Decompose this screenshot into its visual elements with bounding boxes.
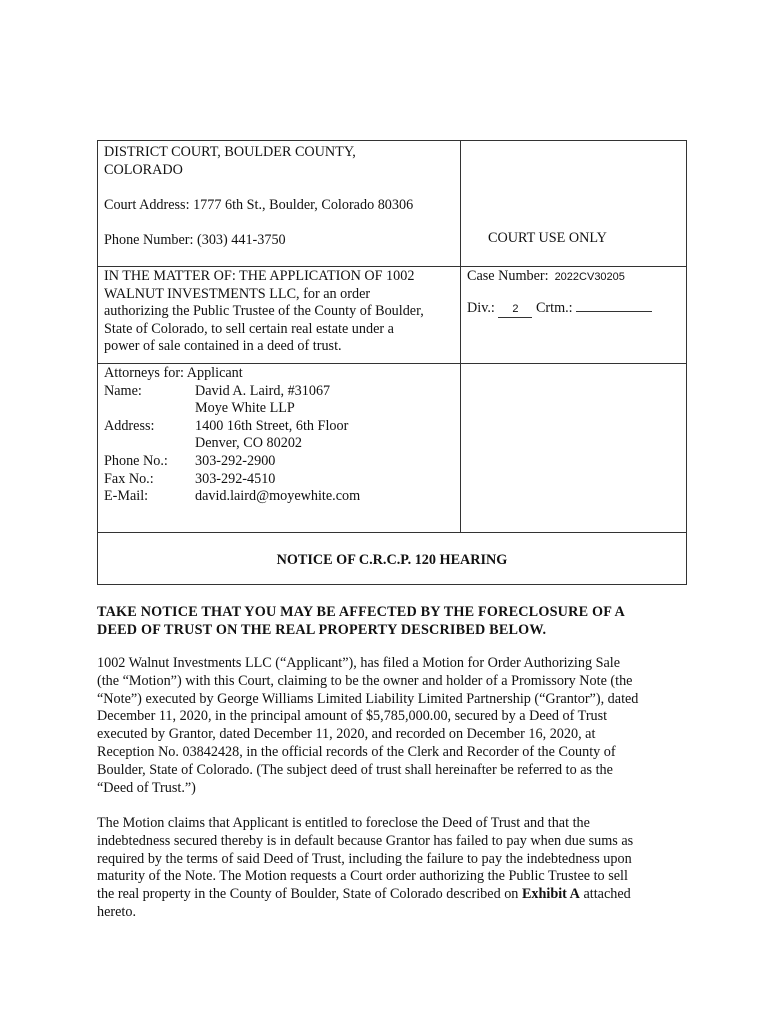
matter-line: IN THE MATTER OF: THE APPLICATION OF 1002	[104, 268, 415, 284]
paragraph-1	[97, 655, 687, 797]
attorney-value: Moye White LLP	[195, 400, 295, 417]
paragraph-line: maturity of the Note. The Motion requests a Court order authorizing the Public Trustee to sell	[97, 868, 628, 885]
div-crtm-row	[467, 297, 682, 318]
matter-line: power of sale contained in a deed of trust.	[104, 338, 342, 355]
attorney-label: Name:	[104, 382, 142, 399]
notice-heading-line: DEED OF TRUST ON THE REAL PROPERTY DESCRIBED BELOW.	[97, 621, 547, 638]
caption-divider-1	[98, 266, 686, 267]
attorney-label: Fax No.:	[104, 470, 154, 487]
attorney-row	[104, 453, 456, 471]
attorney-label: Phone No.:	[104, 452, 168, 469]
attorney-row	[104, 383, 456, 401]
attorney-cell	[104, 365, 456, 506]
notice-heading	[97, 604, 687, 640]
paragraph-line: Boulder, State of Colorado. (The subject deed of trust shall hereinafter be referred to as the	[97, 761, 613, 778]
div-value: 2	[498, 303, 532, 318]
attorney-value: 1400 16th Street, 6th Floor	[195, 417, 349, 434]
attorney-value: 303-292-2900	[195, 452, 276, 469]
crtm-label: Crtm.:	[535, 299, 573, 316]
attorneys-for: Attorneys for: Applicant	[104, 365, 243, 381]
paragraph-line: “Deed of Trust.”)	[97, 779, 196, 796]
attorney-value: 303-292-4510	[195, 470, 276, 487]
case-caption-table	[97, 140, 687, 585]
matter-line: WALNUT INVESTMENTS LLC, for an order	[104, 285, 371, 302]
court-info-cell	[104, 144, 456, 249]
paragraph-line: 1002 Walnut Investments LLC (“Applicant”), has filed a Motion for Order Authorizing Sale	[97, 655, 621, 671]
paragraph-line-text: the real property in the County of Boulder, State of Colorado described on	[97, 886, 522, 903]
matter-cell	[104, 268, 456, 356]
case-number-cell	[467, 268, 682, 318]
court-name-line-1: DISTRICT COURT, BOULDER COUNTY,	[104, 144, 356, 160]
attorney-row	[104, 471, 456, 489]
paragraph-2	[97, 815, 687, 922]
case-number-value: 2022CV30205	[554, 271, 625, 283]
paragraph-line: hereto.	[97, 903, 136, 920]
matter-line: State of Colorado, to sell certain real estate under a	[104, 320, 394, 337]
attorney-value: Denver, CO 80202	[195, 435, 303, 452]
exhibit-a-reference: Exhibit A	[521, 886, 580, 903]
court-use-only: COURT USE ONLY	[488, 230, 607, 246]
notice-heading-line: TAKE NOTICE THAT YOU MAY BE AFFECTED BY THE FORECLOSURE OF A	[97, 604, 625, 620]
paragraph-line: executed by Grantor, dated December 11, 2020, and recorded on December 16, 2020, at	[97, 726, 596, 743]
paragraph-line: (the “Motion”) with this Court, claiming to be the owner and holder of a Promissory Note (the	[97, 672, 633, 689]
crtm-blank	[576, 297, 652, 312]
caption-divider-2	[98, 363, 686, 364]
notice-title: NOTICE OF C.R.C.P. 120 HEARING	[276, 552, 508, 568]
paragraph-line: December 11, 2020, in the principal amount of $5,785,000.00, secured by a Deed of Trust	[97, 708, 608, 725]
paragraph-line: “Note”) executed by George Williams Limited Liability Limited Partnership (“Grantor”), dated	[97, 690, 639, 707]
paragraph-line	[97, 886, 687, 904]
case-number-row	[467, 268, 682, 287]
case-number-label: Case Number:	[467, 268, 549, 284]
court-name-line-2: COLORADO	[104, 161, 183, 178]
attorney-label: Address:	[104, 417, 155, 434]
attorney-label	[104, 400, 195, 418]
paragraph-line: The Motion claims that Applicant is entitled to foreclose the Deed of Trust and that the	[97, 815, 590, 831]
court-phone: Phone Number: (303) 441-3750	[104, 231, 286, 248]
court-address: Court Address: 1777 6th St., Boulder, Colorado 80306	[104, 197, 414, 214]
attorney-label	[104, 435, 195, 453]
paragraph-line: required by the terms of said Deed of Trust, including the failure to pay the indebtedness upon	[97, 850, 632, 867]
attorney-row	[104, 488, 456, 506]
paragraph-line: Reception No. 03842428, in the official records of the Clerk and Recorder of the County of	[97, 743, 616, 760]
attorney-label: E-Mail:	[104, 488, 149, 505]
div-label: Div.:	[467, 299, 495, 316]
paragraph-line: indebtedness secured thereby is in default because Grantor has failed to pay when due sums as	[97, 832, 634, 849]
attorney-row	[104, 418, 456, 436]
paragraph-line-tail: attached	[579, 886, 631, 903]
matter-line: authorizing the Public Trustee of the County of Boulder,	[104, 303, 424, 320]
attorney-value: David A. Laird, #31067	[195, 382, 331, 399]
caption-divider-vertical	[460, 141, 461, 532]
attorney-email: david.laird@moyewhite.com	[195, 488, 361, 505]
attorney-row	[104, 400, 456, 418]
attorney-row	[104, 435, 456, 453]
caption-divider-3	[98, 532, 686, 533]
